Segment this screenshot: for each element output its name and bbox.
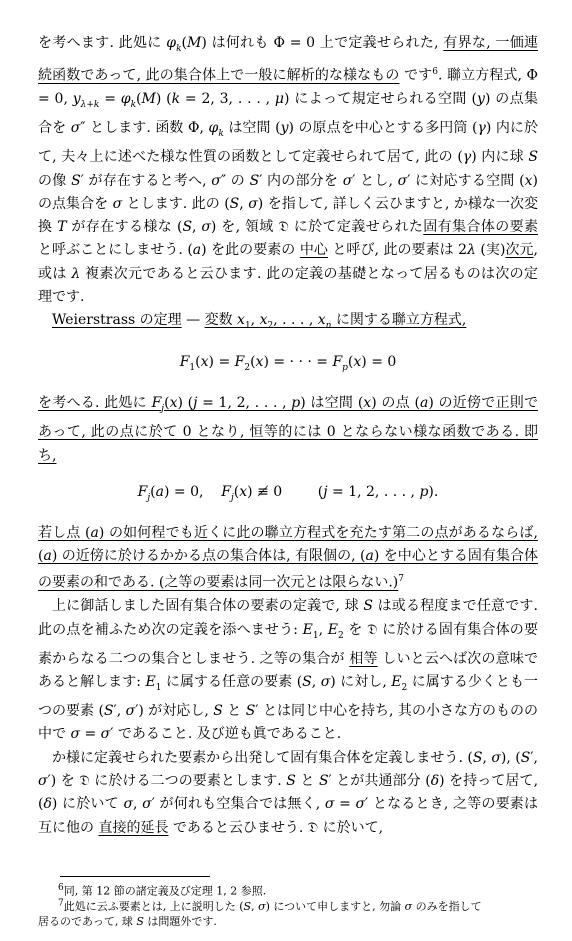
theorem-body: を考へる. 此処に $F_j(x) (j = 1$, 2, . . . , p) は空間 (x) の点 (a) の近傍で正則であって, 此の点に於て 0 となり, 恒等的には 0 とならない様な函数である. 即ち, — [38, 395, 539, 464]
theorem-conclusion: 若し点 (a) の如何程でも近くに此の聯立方程式を充たす第二の点があるならば, (a) の近傍に於けるかかる点の集合体は, 有限個の, (a) を中心とする固有集合体の要素の和である. (之等の要素は同一次元とは限らない.)$^7$ — [38, 524, 538, 591]
footnote-6: $^6$同, 第 12 節の諸定義及び定理 1, 2 参照. — [58, 883, 267, 898]
equation-2: $F_j(a) = 0$, $F_j(x)$ ≢ 0 (j = 1, 2, . . . , p). — [137, 483, 439, 503]
paragraph-2: 上に御話しました固有集合体の要素の定義で, 球 S は或る程度まで任意です. 此の点を補ふため次の定義を添へませう: $E_1$, $E_2$ を 𝔇 に於ける固有集合体の要素からなる二つの集合としませう. 之等の集合が 相等 しいと云へば次の意味であると解します: $E_1$ に属する任意の要素 (S, σ) に対し, $E_2$ に属する少くとも一つの要素 (S′, σ′) が対応し, S と S′ とは同じ中心を持ち, 其の小さな方のものの中で σ = σ′ であること. 及び逆も眞であること. — [38, 598, 538, 743]
footnote-7: $^7$此処に云ふ要素とは, 上に説明した (S, σ) について申しますと, 勿論 σ のみを指して 居るのであって, 球 S は問題外です. — [38, 898, 482, 928]
paragraph-1: を考へます. 此処に $\varphi_k(M)$ は何れも Φ = 0 上で定義せられた, 有界な, 一価連続函数であって, 此の集合体上で一般に解析的な様なもの です$^6$. 聯立方程式, Φ = 0, $y_{\lambda+k} = \varphi_k(M) (k = 2$, 3, . . . , μ) によって規定せられる空間 (y) の点集合を σ″ とします. 函数 Φ, $\varphi_k$ は空間 (y) の原点を中心とする多円筒 (γ) 内に於て, 夫々上に述べた様な性質の函数として定義せられて居て, 此の (γ) 内に球 S の像 S′ が存在すると考へ, σ″ の S′ 内の部分を σ′ とし, σ′ に対応する空間 (x) の点集合を σ とします. 此の (S, σ) を指して, 詳しく云ひますと, か様な一次変換 T が存在する様な (S, σ) を, 領域 𝔇 に於て定義せられた固有集合体の要素 と呼ぶことにしませう. (a) を此の要素の 中心 と呼び, 此の要素は 2λ (実)次元, 或は λ 複素次元であると云ひます. 此の定義の基礎となって居るものは次の定理です. — [38, 35, 538, 306]
paragraph-3: か様に定義せられた要素から出発して固有集合体を定義しませう. (S, σ), (S′, σ′) を 𝔇 に於ける二つの要素とします. S と S′ とが共通部分 (δ) を持って居て, (δ) に於いて σ, σ′ が何れも空集合では無く, σ = σ′ となるとき, 之等の要素は互に他の 直接的延長 であると云ひませう. 𝔇 に於いて, — [38, 749, 539, 836]
theorem-heading: Weierstrass の定理 — 変数 $x_1$, $x_2$, . . . , $x_n$ に関する聯立方程式, — [52, 312, 467, 332]
page-body — [38, 32, 538, 840]
footnote-rule — [60, 876, 210, 877]
equation-1: $F_1(x) = F_2(x)$ = · · · = $F_p(x) = 0$ — [179, 354, 397, 374]
